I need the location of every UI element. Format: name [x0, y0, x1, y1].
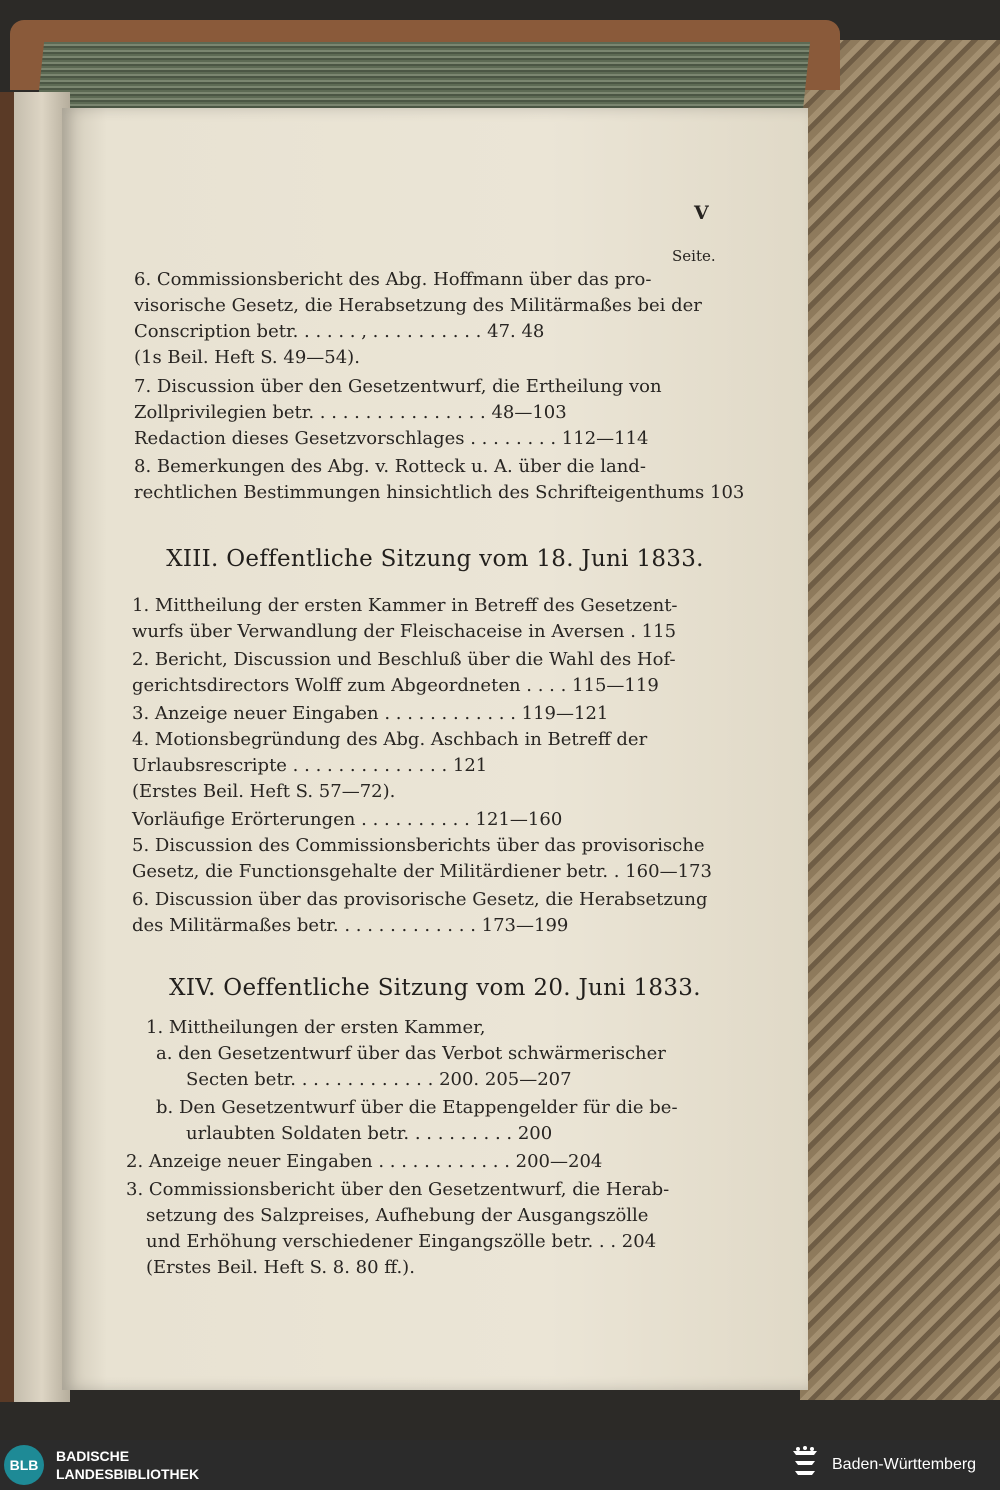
toc-line: 1. Mittheilungen der ersten Kammer,	[146, 1017, 486, 1038]
toc-line: Vorläufige Erörterungen . . . . . . . . . . 121—160	[132, 809, 563, 830]
left-cover-edge	[0, 92, 14, 1402]
session-heading: XIV. Oeffentliche Sitzung vom 20. Juni 1833.	[169, 975, 701, 1001]
toc-line: Gesetz, die Functionsgehalte der Militärdiener betr. . 160—173	[132, 861, 712, 882]
toc-line: 5. Discussion des Commissionsberichts über das provisorische	[132, 835, 705, 856]
toc-line: rechtlichen Bestimmungen hinsichtlich des Schrifteigenthums 103	[134, 482, 745, 503]
toc-line: visorische Gesetz, die Herabsetzung des Militärmaßes bei der	[134, 295, 702, 316]
toc-line: 6. Commissionsbericht des Abg. Hoffmann über das pro-	[134, 269, 652, 290]
toc-line: (Erstes Beil. Heft S. 57—72).	[132, 781, 396, 802]
toc-line: 1. Mittheilung der ersten Kammer in Betreff des Gesetzent-	[132, 595, 678, 616]
session-heading: XIII. Oeffentliche Sitzung vom 18. Juni 1833.	[166, 546, 704, 572]
toc-line: gerichtsdirectors Wolff zum Abgeordneten . . . . 115—119	[132, 675, 659, 696]
toc-line: 3. Commissionsbericht über den Gesetzentwurf, die Herab-	[126, 1179, 670, 1200]
toc-line: setzung des Salzpreises, Aufhebung der Ausgangszölle	[146, 1205, 649, 1226]
toc-line: Conscription betr. . . . . . , . . . . . . . . . . 47. 48	[134, 321, 545, 342]
blb-logo[interactable]: BLB	[4, 1445, 44, 1485]
toc-line: 4. Motionsbegründung des Abg. Aschbach in Betreff der	[132, 729, 648, 750]
toc-line: 6. Discussion über das provisorische Gesetz, die Herabsetzung	[132, 889, 708, 910]
seite-column-label: Seite.	[672, 247, 716, 265]
toc-line: 2. Bericht, Discussion und Beschluß über die Wahl des Hof-	[132, 649, 676, 670]
toc-line: Redaction dieses Gesetzvorschlages . . . . . . . . 112—114	[134, 428, 649, 449]
toc-line: b. Den Gesetzentwurf über die Etappengelder für die be-	[156, 1097, 678, 1118]
toc-line: 2. Anzeige neuer Eingaben . . . . . . . . . . . . 200—204	[126, 1151, 603, 1172]
state-coat-of-arms-icon	[790, 1445, 820, 1485]
state-name: Baden-Württemberg	[832, 1456, 977, 1473]
page-number: V	[694, 202, 709, 224]
library-name-line1: BADISCHE	[56, 1448, 130, 1464]
toc-line: Urlaubsrescripte . . . . . . . . . . . . . . 121	[132, 755, 488, 776]
toc-line: Secten betr. . . . . . . . . . . . . 200. 205—207	[186, 1069, 572, 1090]
toc-line: und Erhöhung verschiedener Eingangszölle betr. . . 204	[146, 1231, 657, 1252]
toc-line: wurfs über Verwandlung der Fleischaceise in Aversen . 115	[132, 621, 677, 642]
toc-line: (1s Beil. Heft S. 49—54).	[134, 347, 360, 368]
toc-line: 3. Anzeige neuer Eingaben . . . . . . . . . . . . 119—121	[132, 703, 609, 724]
book-cover-marbled	[800, 40, 1000, 1400]
library-name-line2: LANDESBIBLIOTHEK	[56, 1466, 200, 1482]
toc-line: Zollprivilegien betr. . . . . . . . . . . . . . . . 48—103	[134, 402, 567, 423]
toc-line: 7. Discussion über den Gesetzentwurf, die Ertheilung von	[134, 376, 662, 397]
toc-line: des Militärmaßes betr. . . . . . . . . . . . . 173—199	[132, 915, 569, 936]
toc-line: urlaubten Soldaten betr. . . . . . . . . . 200	[186, 1123, 553, 1144]
toc-line: (Erstes Beil. Heft S. 8. 80 ff.).	[146, 1257, 415, 1278]
toc-line: 8. Bemerkungen des Abg. v. Rotteck u. A. über die land-	[134, 456, 646, 477]
toc-line: a. den Gesetzentwurf über das Verbot schwärmerischer	[156, 1043, 666, 1064]
